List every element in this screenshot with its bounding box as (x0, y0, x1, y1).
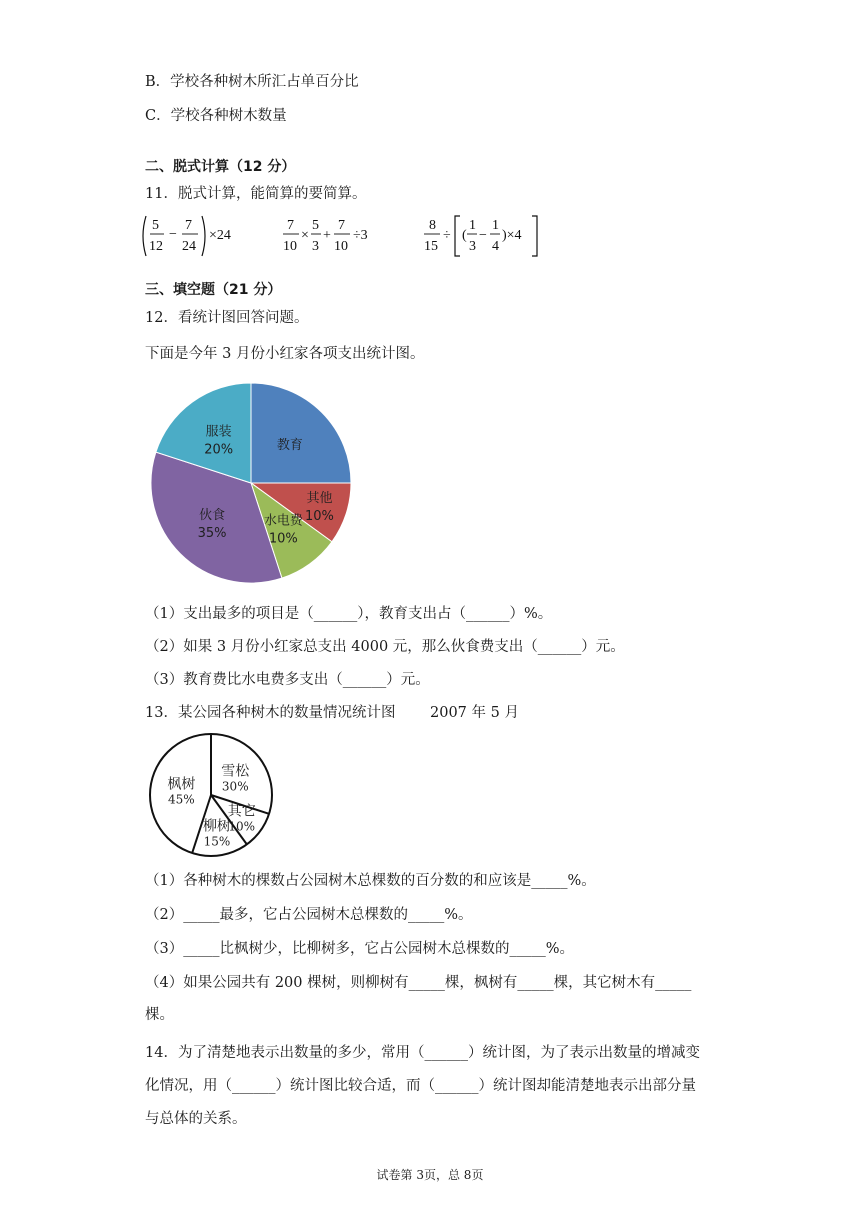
question-13-title: 13．某公园各种树木的数量情况统计图 (145, 705, 396, 721)
formula-row (140, 212, 740, 260)
svg-text:10: 10 (283, 239, 297, 254)
svg-text:−: − (169, 227, 177, 242)
tree-pie-value-4: 45% (168, 792, 195, 807)
pie-value-2: 10% (305, 509, 334, 525)
svg-text:(: ( (462, 228, 467, 243)
pie-slice-1 (251, 383, 351, 483)
svg-text:)×4: )×4 (502, 228, 522, 243)
option-b: B．学校各种树木所汇占单百分比 (145, 74, 359, 90)
svg-text:7: 7 (287, 218, 294, 233)
formula-1 (140, 212, 250, 260)
q14-line-1: 14．为了清楚地表示出数量的多少，常用（______）统计图，为了表示出数量的增减变 (145, 1045, 700, 1061)
tree-pie-label-4: 枫树 (167, 776, 196, 793)
q14-line-3: 与总体的关系。 (145, 1111, 247, 1127)
tree-pie-value-1: 30% (221, 779, 249, 794)
svg-text:15: 15 (424, 239, 438, 254)
svg-text:5: 5 (312, 218, 319, 233)
tree-pie-label-3: 柳树 (202, 818, 231, 835)
svg-text:÷3: ÷3 (353, 228, 368, 243)
tree-pie-value-2: 10% (228, 819, 256, 834)
pie-label-2: 其他 (306, 491, 333, 507)
section2-heading: 二、脱式计算（12 分） (145, 159, 296, 175)
svg-text:÷: ÷ (443, 228, 451, 243)
section3-heading: 三、填空题（21 分） (145, 282, 282, 298)
svg-text:10: 10 (334, 239, 348, 254)
svg-text:12: 12 (149, 239, 163, 254)
q13-item-3: （3）_____比枫树少，比柳树多，它占公园树木总棵数的_____%。 (145, 941, 575, 957)
q13-item-2: （2）_____最多，它占公园树木总棵数的_____%。 (145, 907, 473, 923)
q13-item-1: （1）各种树木的棵数占公园树木总棵数的百分数的和应该是_____%。 (145, 873, 596, 889)
svg-text:1: 1 (492, 218, 499, 233)
svg-text:5: 5 (152, 218, 159, 233)
svg-text:−: − (479, 228, 487, 243)
formula-2 (280, 212, 400, 260)
svg-text:24: 24 (182, 239, 196, 254)
pie-value-4: 35% (197, 525, 227, 541)
svg-text:4: 4 (492, 239, 499, 254)
pie-label-5: 服装 (205, 424, 232, 440)
svg-text:3: 3 (312, 239, 319, 254)
svg-text:7: 7 (185, 218, 192, 233)
question-12: 12．看统计图回答问题。 (145, 310, 309, 326)
pie-label-1: 教育 (276, 438, 303, 454)
pie-value-3: 10% (268, 531, 298, 547)
expense-pie-chart (148, 380, 354, 586)
question-12-intro: 下面是今年 3 月份小红家各项支出统计图。 (145, 346, 425, 362)
svg-text:+: + (323, 228, 331, 243)
pie-label-4: 伙食 (199, 507, 226, 523)
q12-item-3: （3）教育费比水电费多支出（______）元。 (145, 672, 430, 688)
q12-item-2: （2）如果 3 月份小红家总支出 4000 元，那么伙食费支出（______）元。 (145, 639, 625, 655)
q12-item-1: （1）支出最多的项目是（______），教育支出占（______）%。 (145, 606, 553, 622)
svg-text:×: × (301, 228, 309, 243)
page-footer: 试卷第 3页，总 8页 (376, 1168, 484, 1182)
q13-item-4-cont: 棵。 (145, 1007, 174, 1023)
tree-pie-value-3: 15% (203, 834, 231, 849)
svg-text:×24: ×24 (209, 228, 231, 243)
q13-item-4: （4）如果公园共有 200 棵树，则柳树有_____棵，枫树有_____棵，其它树木有_____ (145, 975, 692, 991)
svg-text:3: 3 (469, 239, 476, 254)
tree-pie-chart (146, 730, 276, 860)
svg-text:1: 1 (469, 218, 476, 233)
option-c: C．学校各种树木数量 (145, 108, 287, 124)
svg-text:8: 8 (429, 218, 436, 233)
tree-pie-label-1: 雪松 (221, 763, 250, 780)
question-13-date: 2007 年 5 月 (430, 705, 519, 721)
q14-line-2: 化情况，用（______）统计图比较合适，而（______）统计图却能清楚地表示出部分量 (145, 1078, 696, 1094)
pie-label-3: 水电费 (263, 513, 303, 529)
question-11: 11．脱式计算，能简算的要简算。 (145, 186, 367, 202)
tree-pie-label-2: 其它 (227, 803, 256, 820)
svg-text:7: 7 (338, 218, 345, 233)
formula-3 (422, 212, 552, 260)
pie-value-5: 20% (204, 442, 234, 458)
